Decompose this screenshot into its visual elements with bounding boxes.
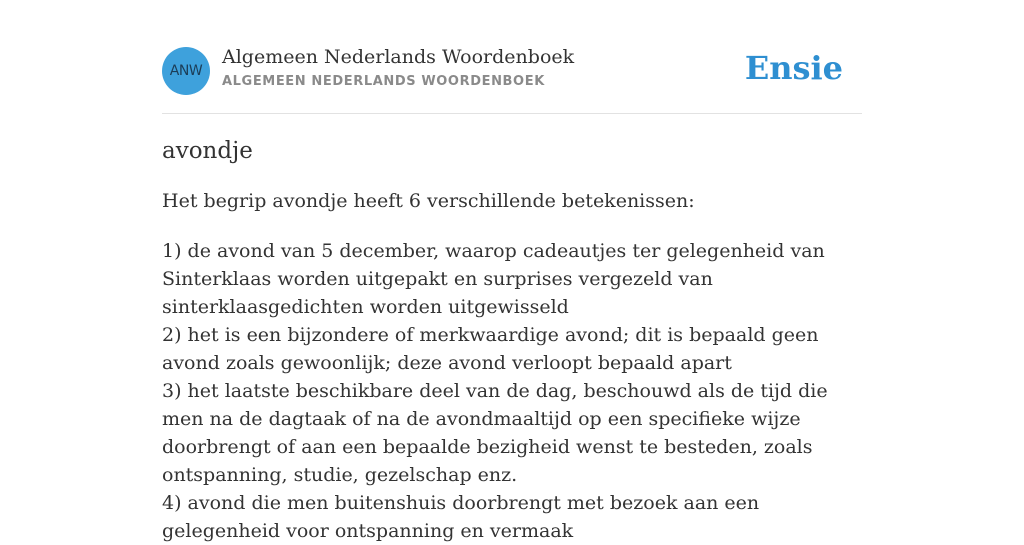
meaning-item: 1) de avond van 5 december, waarop cadeautjes ter gelegenheid van Sinterklaas worden uitgepakt en surprises vergezeld van sinterklaasgedichten worden uitgewisseld: [162, 240, 825, 318]
brand-logo[interactable]: Ensie: [744, 49, 843, 87]
source-subtitle: ALGEMEEN NEDERLANDS WOORDENBOEK: [222, 74, 545, 89]
header: [162, 46, 862, 96]
entry-term: avondje: [162, 138, 253, 164]
meaning-item: 3) het laatste beschikbare deel van de dag, beschouwd als de tijd die men na de dagtaak of na de avondmaaltijd op een specifieke wijze doorbrengt of aan een bepaalde bezigheid wenst te besteden, zoals ontspanning, studie, gezelschap enz.: [162, 380, 828, 486]
entry-intro: Het begrip avondje heeft 6 verschillende betekenissen:: [162, 190, 695, 212]
source-logo[interactable]: [162, 47, 210, 95]
meaning-item: 4) avond die men buitenshuis doorbrengt met bezoek aan een gelegenheid voor ontspanning en vermaak: [162, 492, 760, 542]
meaning-item: 2) het is een bijzondere of merkwaardige avond; dit is bepaald geen avond zoals gewoonlijk; deze avond verloopt bepaald apart: [162, 324, 819, 374]
source-title[interactable]: Algemeen Nederlands Woordenboek: [222, 46, 575, 68]
source-logo-text: ANW: [169, 63, 203, 79]
meanings-list: [162, 237, 867, 545]
header-divider: [162, 113, 862, 114]
